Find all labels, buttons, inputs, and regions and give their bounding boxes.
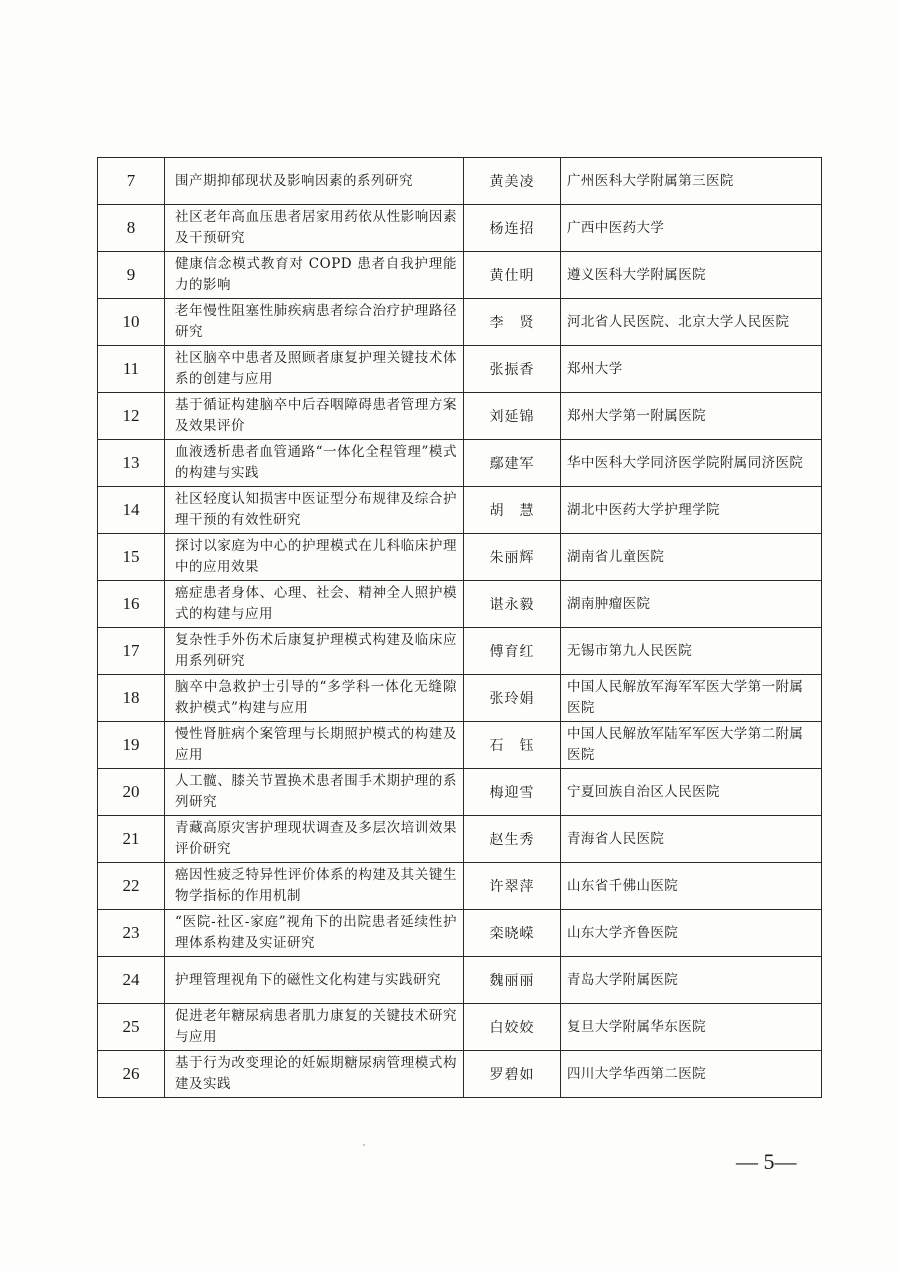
table-row — [98, 252, 822, 299]
row-number: 14 — [98, 487, 165, 534]
person-name: 杨连招 — [464, 205, 561, 252]
row-number: 11 — [98, 346, 165, 393]
table-row — [98, 769, 822, 816]
project-title: 人工髋、膝关节置换术患者围手术期护理的系列研究 — [165, 769, 464, 816]
project-title: 血液透析患者血管通路“一体化全程管理”模式的构建与实践 — [165, 440, 464, 487]
row-number: 26 — [98, 1051, 165, 1098]
organization: 郑州大学 — [561, 346, 822, 393]
row-number: 15 — [98, 534, 165, 581]
person-name: 黄美凌 — [464, 158, 561, 205]
table-row — [98, 299, 822, 346]
organization: 复旦大学附属华东医院 — [561, 1004, 822, 1051]
project-title: 健康信念模式教育对 COPD 患者自我护理能力的影响 — [165, 252, 464, 299]
project-table-body — [98, 158, 822, 1098]
table-row — [98, 863, 822, 910]
table-row — [98, 1004, 822, 1051]
person-name: 张振香 — [464, 346, 561, 393]
table-row — [98, 581, 822, 628]
organization: 青海省人民医院 — [561, 816, 822, 863]
table-row — [98, 346, 822, 393]
table-row — [98, 628, 822, 675]
person-name: 白姣姣 — [464, 1004, 561, 1051]
table-row — [98, 722, 822, 769]
row-number: 7 — [98, 158, 165, 205]
organization: 河北省人民医院、北京大学人民医院 — [561, 299, 822, 346]
organization: 无锡市第九人民医院 — [561, 628, 822, 675]
person-name: 谌永毅 — [464, 581, 561, 628]
table-row — [98, 675, 822, 722]
person-name: 胡 慧 — [464, 487, 561, 534]
person-name: 许翠萍 — [464, 863, 561, 910]
table-row — [98, 534, 822, 581]
project-title: 复杂性手外伤术后康复护理模式构建及临床应用系列研究 — [165, 628, 464, 675]
person-name: 梅迎雪 — [464, 769, 561, 816]
table-row — [98, 957, 822, 1004]
row-number: 23 — [98, 910, 165, 957]
table-row — [98, 1051, 822, 1098]
table-row — [98, 158, 822, 205]
table-row — [98, 393, 822, 440]
organization: 山东大学齐鲁医院 — [561, 910, 822, 957]
organization: 湖南省儿童医院 — [561, 534, 822, 581]
organization: 郑州大学第一附属医院 — [561, 393, 822, 440]
person-name: 鄢建军 — [464, 440, 561, 487]
person-name: 黄仕明 — [464, 252, 561, 299]
organization: 中国人民解放军陆军军医大学第二附属医院 — [561, 722, 822, 769]
row-number: 19 — [98, 722, 165, 769]
person-name: 张玲娟 — [464, 675, 561, 722]
project-title: 促进老年糖尿病患者肌力康复的关键技术研究与应用 — [165, 1004, 464, 1051]
organization: 宁夏回族自治区人民医院 — [561, 769, 822, 816]
project-title: “医院-社区-家庭”视角下的出院患者延续性护理体系构建及实证研究 — [165, 910, 464, 957]
row-number: 17 — [98, 628, 165, 675]
organization: 广州医科大学附属第三医院 — [561, 158, 822, 205]
row-number: 16 — [98, 581, 165, 628]
person-name: 傅育红 — [464, 628, 561, 675]
project-title: 老年慢性阻塞性肺疾病患者综合治疗护理路径研究 — [165, 299, 464, 346]
row-number: 22 — [98, 863, 165, 910]
project-title: 基于行为改变理论的妊娠期糖尿病管理模式构建及实践 — [165, 1051, 464, 1098]
row-number: 8 — [98, 205, 165, 252]
row-number: 9 — [98, 252, 165, 299]
organization: 中国人民解放军海军军医大学第一附属医院 — [561, 675, 822, 722]
person-name: 赵生秀 — [464, 816, 561, 863]
scan-dot — [363, 1144, 365, 1146]
person-name: 李 贤 — [464, 299, 561, 346]
project-title: 脑卒中急救护士引导的“多学科一体化无缝隙救护模式”构建与应用 — [165, 675, 464, 722]
row-number: 18 — [98, 675, 165, 722]
table-row — [98, 205, 822, 252]
project-title: 癌症患者身体、心理、社会、精神全人照护模式的构建与应用 — [165, 581, 464, 628]
table-row — [98, 816, 822, 863]
organization: 遵义医科大学附属医院 — [561, 252, 822, 299]
row-number: 20 — [98, 769, 165, 816]
project-table — [97, 157, 822, 1098]
organization: 青岛大学附属医院 — [561, 957, 822, 1004]
project-title: 围产期抑郁现状及影响因素的系列研究 — [165, 158, 464, 205]
person-name: 朱丽辉 — [464, 534, 561, 581]
row-number: 13 — [98, 440, 165, 487]
table-row — [98, 910, 822, 957]
project-title: 慢性肾脏病个案管理与长期照护模式的构建及应用 — [165, 722, 464, 769]
person-name: 栾晓嵘 — [464, 910, 561, 957]
organization: 四川大学华西第二医院 — [561, 1051, 822, 1098]
row-number: 10 — [98, 299, 165, 346]
project-title: 基于循证构建脑卒中后吞咽障碍患者管理方案及效果评价 — [165, 393, 464, 440]
person-name: 刘延锦 — [464, 393, 561, 440]
row-number: 25 — [98, 1004, 165, 1051]
row-number: 21 — [98, 816, 165, 863]
table-row — [98, 487, 822, 534]
organization: 山东省千佛山医院 — [561, 863, 822, 910]
project-title: 社区老年高血压患者居家用药依从性影响因素及干预研究 — [165, 205, 464, 252]
organization: 湖北中医药大学护理学院 — [561, 487, 822, 534]
project-title: 青藏高原灾害护理现状调查及多层次培训效果评价研究 — [165, 816, 464, 863]
organization: 广西中医药大学 — [561, 205, 822, 252]
row-number: 24 — [98, 957, 165, 1004]
organization: 湖南肿瘤医院 — [561, 581, 822, 628]
organization: 华中医科大学同济医学院附属同济医院 — [561, 440, 822, 487]
project-title: 社区脑卒中患者及照顾者康复护理关键技术体系的创建与应用 — [165, 346, 464, 393]
project-title: 社区轻度认知损害中医证型分布规律及综合护理干预的有效性研究 — [165, 487, 464, 534]
person-name: 罗碧如 — [464, 1051, 561, 1098]
project-title: 护理管理视角下的磁性文化构建与实践研究 — [165, 957, 464, 1004]
project-title: 探讨以家庭为中心的护理模式在儿科临床护理中的应用效果 — [165, 534, 464, 581]
page-number: — 5— — [736, 1149, 797, 1174]
person-name: 石 钰 — [464, 722, 561, 769]
table-row — [98, 440, 822, 487]
project-title: 癌因性疲乏特异性评价体系的构建及其关键生物学指标的作用机制 — [165, 863, 464, 910]
person-name: 魏丽丽 — [464, 957, 561, 1004]
row-number: 12 — [98, 393, 165, 440]
